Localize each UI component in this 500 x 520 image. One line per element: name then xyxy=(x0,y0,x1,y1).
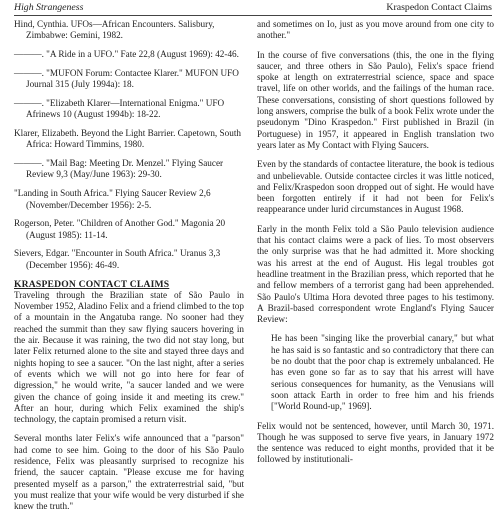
reference-entry: Rogerson, Peter. "Children of Another God." Magonia 20 (August 1985): 11-14. xyxy=(14,218,226,240)
body-paragraph: Traveling through the Brazilian state of São Paulo in November 1952, Aladino Felix and a friend climbed to the top of a mountain in the Angatuba range. No sooner had they reached the summit than they saw flying saucers hovering in the air. Because it was raining, the two did not stay long, but later Felix returned alone to the site and stayed three days and nights hoping to see a saucer. "On the last night, after a series of events which we will not go into here for fear of digression," he would write, "a saucer landed and we were given the chance of going inside it and meeting its crew." After an hour, during which Felix examined the ship's technology, the captain promised a return visit. xyxy=(14,289,244,425)
reference-entry: Hind, Cynthia. UFOs—African Encounters. Salisbury, Zimbabwe: Gemini, 1982. xyxy=(14,19,215,41)
reference-entry: ———. "Elizabeth Klarer—International Enigma." UFO Afrinews 10 (August 1994b): 18-22. xyxy=(14,97,225,120)
left-column xyxy=(14,19,244,520)
body-paragraph: Early in the month Felix told a São Paulo television audience that his contact claims were a pack of lies. To most observers the only surprise was that he had admitted it. More shocking was his arrest at the end of August. His legal troubles got headline treatment in the Brazilian press, which reported that he and fellow members of a terrorist gang had been apprehended. São Paulo's Ultima Hora devoted three pages to his testimony. A Brazil-based correspondent wrote England's Flying Saucer Review: xyxy=(257,223,494,325)
section-heading: KRASPEDON CONTACT CLAIMS xyxy=(14,278,170,290)
reference-entry: ———. "A Ride in a UFO." Fate 22,8 (August 1969): 42-46. xyxy=(14,49,239,60)
reference-entry: Klarer, Elizabeth. Beyond the Light Barrier. Capetown, South Africa: Howard Timmins, 1980. xyxy=(14,128,241,150)
body-paragraph: Several months later Felix's wife announced that a "parson" had come to see him. Going to the door of his São Paulo residence, Felix was pleasantly surprised to recognize his friend, the saucer captain. "Please excuse me for having presented myself as a parson," the extraterrestrial said, "but you must realize that your wife would be very disturbed if she knew the truth." xyxy=(14,433,244,512)
header-book-title: High Strangeness xyxy=(14,2,84,13)
block-quote: He has been "singing like the proverbial canary," but what he has said is so fantastic and so contradictory that there can be no doubt that the poor chap is extremely unbalanced. He has even gone so far as to say that his arrest will have serious consequences for humanity, as the Venusians will soon attack Earth in order to free him and his friends ["World Round-up," 1969]. xyxy=(271,333,494,412)
header-section-title: Kraspedon Contact Claims xyxy=(386,2,492,13)
body-paragraph: In the course of five conversations (this, the one in the flying saucer, and three others in São Paulo), Felix's space friend spoke at length on extraterrestrial science, space and space travel, life on other worlds, and the failings of the human race. These conversations, consisting of short questions followed by long answers, comprise the bulk of a book Felix wrote under the pseudonym "Dino Kraspedon." First published in Brazil (in Portuguese) in 1957, it appeared in English translation two years later as My Contact with Flying Saucers. xyxy=(257,49,494,150)
reference-entry: "Landing in South Africa." Flying Saucer Review 2,6 (November/December 1956): 2-5. xyxy=(14,188,211,210)
reference-entry: ———. "MUFON Forum: Contactee Klarer." MUFON UFO Journal 315 (July 1994a): 18. xyxy=(14,67,239,90)
right-column xyxy=(257,19,494,474)
body-paragraph: and sometimes on Io, just as you move around from one city to another." xyxy=(257,19,494,41)
body-paragraph: Even by the standards of contactee literature, the book is tedious and unbelievable. Outside contactee circles it was little noticed, and Felix/Kraspedon soon dropped out of sight. He would have been forgotten entirely if it had not been for Felix's reappearance under lurid circumstances in August 1968. xyxy=(257,159,495,215)
running-header xyxy=(14,1,492,16)
reference-entry: Sievers, Edgar. "Encounter in South Africa." Uranus 3,3 (December 1956): 46-49. xyxy=(14,248,221,270)
body-paragraph: Felix would not be sentenced, however, until March 30, 1971. Though he was supposed to serve five years, in January 1972 the sentence was reduced to eight months, provided that it be followed by institutionali- xyxy=(257,420,494,465)
reference-entry: ———. "Mail Bag: Meeting Dr. Menzel." Flying Saucer Review 9,3 (May/June 1963): 29-30. xyxy=(14,158,224,180)
